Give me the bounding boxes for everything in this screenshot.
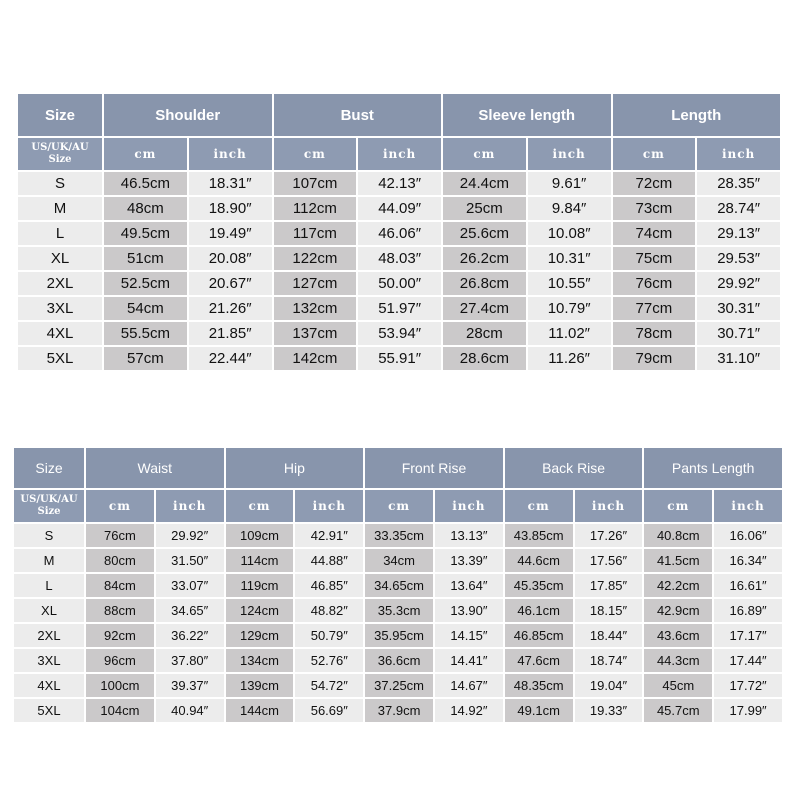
inch-value: 13.64″ xyxy=(435,574,503,597)
table-row xyxy=(14,699,782,722)
cm-value: 127cm xyxy=(274,272,357,295)
inch-value: 14.92″ xyxy=(435,699,503,722)
cm-value: 137cm xyxy=(274,322,357,345)
size-label: S xyxy=(18,172,102,195)
size-label: XL xyxy=(18,247,102,270)
cm-value: 43.6cm xyxy=(644,624,712,647)
inch-value: 29.53″ xyxy=(697,247,780,270)
size-label: L xyxy=(14,574,84,597)
table-row xyxy=(18,172,780,195)
inch-value: 17.72″ xyxy=(714,674,782,697)
unit-header-cm: cm xyxy=(274,138,357,170)
cm-value: 79cm xyxy=(613,347,696,370)
unit-header-cm: cm xyxy=(443,138,526,170)
cm-value: 36.6cm xyxy=(365,649,433,672)
size-label: XL xyxy=(14,599,84,622)
unit-header-inch: inch xyxy=(697,138,780,170)
size-label: L xyxy=(18,222,102,245)
cm-value: 109cm xyxy=(226,524,294,547)
inch-value: 16.34″ xyxy=(714,549,782,572)
inch-value: 9.61″ xyxy=(528,172,611,195)
inch-value: 56.69″ xyxy=(295,699,363,722)
cm-value: 57cm xyxy=(104,347,187,370)
inch-value: 9.84″ xyxy=(528,197,611,220)
inch-value: 34.65″ xyxy=(156,599,224,622)
inch-value: 18.90″ xyxy=(189,197,272,220)
group-header-back-rise: Back Rise xyxy=(505,448,643,488)
cm-value: 114cm xyxy=(226,549,294,572)
cm-value: 78cm xyxy=(613,322,696,345)
cm-value: 47.6cm xyxy=(505,649,573,672)
cm-value: 28cm xyxy=(443,322,526,345)
cm-value: 72cm xyxy=(613,172,696,195)
cm-value: 46.5cm xyxy=(104,172,187,195)
inch-value: 50.00″ xyxy=(358,272,441,295)
cm-value: 43.85cm xyxy=(505,524,573,547)
size-code-header xyxy=(14,490,84,522)
unit-header-inch: inch xyxy=(528,138,611,170)
inch-value: 53.94″ xyxy=(358,322,441,345)
unit-header-cm: cm xyxy=(365,490,433,522)
cm-value: 27.4cm xyxy=(443,297,526,320)
group-header-length: Length xyxy=(613,94,781,136)
inch-value: 18.15″ xyxy=(575,599,643,622)
table-row xyxy=(14,599,782,622)
inch-value: 14.41″ xyxy=(435,649,503,672)
inch-value: 50.79″ xyxy=(295,624,363,647)
inch-value: 52.76″ xyxy=(295,649,363,672)
unit-header-inch: inch xyxy=(435,490,503,522)
size-label: M xyxy=(18,197,102,220)
inch-value: 37.80″ xyxy=(156,649,224,672)
header-row xyxy=(18,94,780,136)
cm-value: 134cm xyxy=(226,649,294,672)
cm-value: 44.6cm xyxy=(505,549,573,572)
cm-value: 88cm xyxy=(86,599,154,622)
inch-value: 42.13″ xyxy=(358,172,441,195)
group-header-waist: Waist xyxy=(86,448,224,488)
cm-value: 37.25cm xyxy=(365,674,433,697)
size-code-line: US/UK/AU xyxy=(31,142,89,153)
cm-value: 104cm xyxy=(86,699,154,722)
inch-value: 39.37″ xyxy=(156,674,224,697)
cm-value: 124cm xyxy=(226,599,294,622)
unit-header-cm: cm xyxy=(86,490,154,522)
size-column-header: Size xyxy=(14,448,84,488)
inch-value: 44.09″ xyxy=(358,197,441,220)
unit-header-row xyxy=(18,138,780,170)
cm-value: 76cm xyxy=(613,272,696,295)
table-row xyxy=(14,674,782,697)
size-label: 4XL xyxy=(14,674,84,697)
inch-value: 17.56″ xyxy=(575,549,643,572)
table-row xyxy=(18,272,780,295)
cm-value: 73cm xyxy=(613,197,696,220)
size-label: 3XL xyxy=(18,297,102,320)
group-header-front-rise: Front Rise xyxy=(365,448,503,488)
cm-value: 35.95cm xyxy=(365,624,433,647)
cm-value: 28.6cm xyxy=(443,347,526,370)
inch-value: 18.44″ xyxy=(575,624,643,647)
table-row xyxy=(18,222,780,245)
unit-header-cm: cm xyxy=(226,490,294,522)
table-row xyxy=(18,347,780,370)
cm-value: 84cm xyxy=(86,574,154,597)
cm-value: 46.1cm xyxy=(505,599,573,622)
cm-value: 54cm xyxy=(104,297,187,320)
inch-value: 29.92″ xyxy=(156,524,224,547)
cm-value: 48.35cm xyxy=(505,674,573,697)
inch-value: 29.92″ xyxy=(697,272,780,295)
inch-value: 16.61″ xyxy=(714,574,782,597)
cm-value: 34.65cm xyxy=(365,574,433,597)
group-header-shoulder: Shoulder xyxy=(104,94,272,136)
cm-value: 112cm xyxy=(274,197,357,220)
cm-value: 51cm xyxy=(104,247,187,270)
cm-value: 46.85cm xyxy=(505,624,573,647)
group-header-bust: Bust xyxy=(274,94,442,136)
inch-value: 18.74″ xyxy=(575,649,643,672)
size-label: S xyxy=(14,524,84,547)
cm-value: 25.6cm xyxy=(443,222,526,245)
size-label: M xyxy=(14,549,84,572)
cm-value: 107cm xyxy=(274,172,357,195)
cm-value: 40.8cm xyxy=(644,524,712,547)
cm-value: 122cm xyxy=(274,247,357,270)
inch-value: 31.50″ xyxy=(156,549,224,572)
inch-value: 20.08″ xyxy=(189,247,272,270)
inch-value: 11.02″ xyxy=(528,322,611,345)
inch-value: 29.13″ xyxy=(697,222,780,245)
inch-value: 51.97″ xyxy=(358,297,441,320)
unit-header-inch: inch xyxy=(575,490,643,522)
inch-value: 48.03″ xyxy=(358,247,441,270)
inch-value: 14.67″ xyxy=(435,674,503,697)
size-code-header xyxy=(18,138,102,170)
cm-value: 74cm xyxy=(613,222,696,245)
inch-value: 21.85″ xyxy=(189,322,272,345)
cm-value: 77cm xyxy=(613,297,696,320)
inch-value: 55.91″ xyxy=(358,347,441,370)
inch-value: 10.55″ xyxy=(528,272,611,295)
size-code-line: US/UK/AU xyxy=(20,494,78,505)
cm-value: 76cm xyxy=(86,524,154,547)
cm-value: 80cm xyxy=(86,549,154,572)
table-row xyxy=(18,322,780,345)
cm-value: 75cm xyxy=(613,247,696,270)
inch-value: 17.85″ xyxy=(575,574,643,597)
inch-value: 17.17″ xyxy=(714,624,782,647)
inch-value: 17.26″ xyxy=(575,524,643,547)
inch-value: 33.07″ xyxy=(156,574,224,597)
size-label: 5XL xyxy=(18,347,102,370)
cm-value: 24.4cm xyxy=(443,172,526,195)
inch-value: 36.22″ xyxy=(156,624,224,647)
inch-value: 16.89″ xyxy=(714,599,782,622)
cm-value: 132cm xyxy=(274,297,357,320)
table-row xyxy=(14,624,782,647)
unit-header-inch: inch xyxy=(358,138,441,170)
group-header-sleeve-length: Sleeve length xyxy=(443,94,611,136)
inch-value: 40.94″ xyxy=(156,699,224,722)
cm-value: 42.2cm xyxy=(644,574,712,597)
cm-value: 96cm xyxy=(86,649,154,672)
cm-value: 42.9cm xyxy=(644,599,712,622)
inch-value: 19.49″ xyxy=(189,222,272,245)
unit-header-cm: cm xyxy=(505,490,573,522)
cm-value: 41.5cm xyxy=(644,549,712,572)
size-code-line: Size xyxy=(48,154,72,165)
cm-value: 45.35cm xyxy=(505,574,573,597)
unit-header-cm: cm xyxy=(644,490,712,522)
inch-value: 11.26″ xyxy=(528,347,611,370)
unit-header-inch: inch xyxy=(189,138,272,170)
cm-value: 100cm xyxy=(86,674,154,697)
inch-value: 46.06″ xyxy=(358,222,441,245)
inch-value: 20.67″ xyxy=(189,272,272,295)
inch-value: 30.71″ xyxy=(697,322,780,345)
inch-value: 19.33″ xyxy=(575,699,643,722)
group-header-hip: Hip xyxy=(226,448,364,488)
cm-value: 52.5cm xyxy=(104,272,187,295)
table-row xyxy=(14,524,782,547)
inch-value: 17.44″ xyxy=(714,649,782,672)
size-label: 2XL xyxy=(14,624,84,647)
cm-value: 26.2cm xyxy=(443,247,526,270)
size-label: 3XL xyxy=(14,649,84,672)
top-size-chart xyxy=(16,92,782,372)
table-row xyxy=(18,297,780,320)
unit-header-row xyxy=(14,490,782,522)
bottom-size-chart xyxy=(12,446,784,724)
table-row xyxy=(14,649,782,672)
cm-value: 45cm xyxy=(644,674,712,697)
cm-value: 25cm xyxy=(443,197,526,220)
cm-value: 119cm xyxy=(226,574,294,597)
inch-value: 18.31″ xyxy=(189,172,272,195)
cm-value: 35.3cm xyxy=(365,599,433,622)
cm-value: 92cm xyxy=(86,624,154,647)
cm-value: 45.7cm xyxy=(644,699,712,722)
inch-value: 10.08″ xyxy=(528,222,611,245)
inch-value: 42.91″ xyxy=(295,524,363,547)
inch-value: 14.15″ xyxy=(435,624,503,647)
inch-value: 13.90″ xyxy=(435,599,503,622)
cm-value: 49.1cm xyxy=(505,699,573,722)
cm-value: 129cm xyxy=(226,624,294,647)
cm-value: 144cm xyxy=(226,699,294,722)
cm-value: 37.9cm xyxy=(365,699,433,722)
inch-value: 21.26″ xyxy=(189,297,272,320)
group-header-pants-length: Pants Length xyxy=(644,448,782,488)
cm-value: 26.8cm xyxy=(443,272,526,295)
inch-value: 46.85″ xyxy=(295,574,363,597)
cm-value: 34cm xyxy=(365,549,433,572)
table-row xyxy=(18,197,780,220)
inch-value: 31.10″ xyxy=(697,347,780,370)
inch-value: 28.35″ xyxy=(697,172,780,195)
inch-value: 28.74″ xyxy=(697,197,780,220)
inch-value: 30.31″ xyxy=(697,297,780,320)
cm-value: 117cm xyxy=(274,222,357,245)
inch-value: 16.06″ xyxy=(714,524,782,547)
cm-value: 142cm xyxy=(274,347,357,370)
size-code-line: Size xyxy=(37,506,61,517)
size-label: 2XL xyxy=(18,272,102,295)
unit-header-inch: inch xyxy=(714,490,782,522)
inch-value: 10.31″ xyxy=(528,247,611,270)
inch-value: 44.88″ xyxy=(295,549,363,572)
inch-value: 48.82″ xyxy=(295,599,363,622)
cm-value: 55.5cm xyxy=(104,322,187,345)
inch-value: 17.99″ xyxy=(714,699,782,722)
unit-header-inch: inch xyxy=(295,490,363,522)
cm-value: 139cm xyxy=(226,674,294,697)
inch-value: 13.13″ xyxy=(435,524,503,547)
inch-value: 19.04″ xyxy=(575,674,643,697)
cm-value: 49.5cm xyxy=(104,222,187,245)
inch-value: 10.79″ xyxy=(528,297,611,320)
unit-header-cm: cm xyxy=(104,138,187,170)
size-column-header: Size xyxy=(18,94,102,136)
inch-value: 54.72″ xyxy=(295,674,363,697)
unit-header-inch: inch xyxy=(156,490,224,522)
unit-header-cm: cm xyxy=(613,138,696,170)
cm-value: 48cm xyxy=(104,197,187,220)
header-row xyxy=(14,448,782,488)
inch-value: 22.44″ xyxy=(189,347,272,370)
table-row xyxy=(14,574,782,597)
size-label: 4XL xyxy=(18,322,102,345)
cm-value: 33.35cm xyxy=(365,524,433,547)
cm-value: 44.3cm xyxy=(644,649,712,672)
table-row xyxy=(18,247,780,270)
size-label: 5XL xyxy=(14,699,84,722)
table-row xyxy=(14,549,782,572)
inch-value: 13.39″ xyxy=(435,549,503,572)
